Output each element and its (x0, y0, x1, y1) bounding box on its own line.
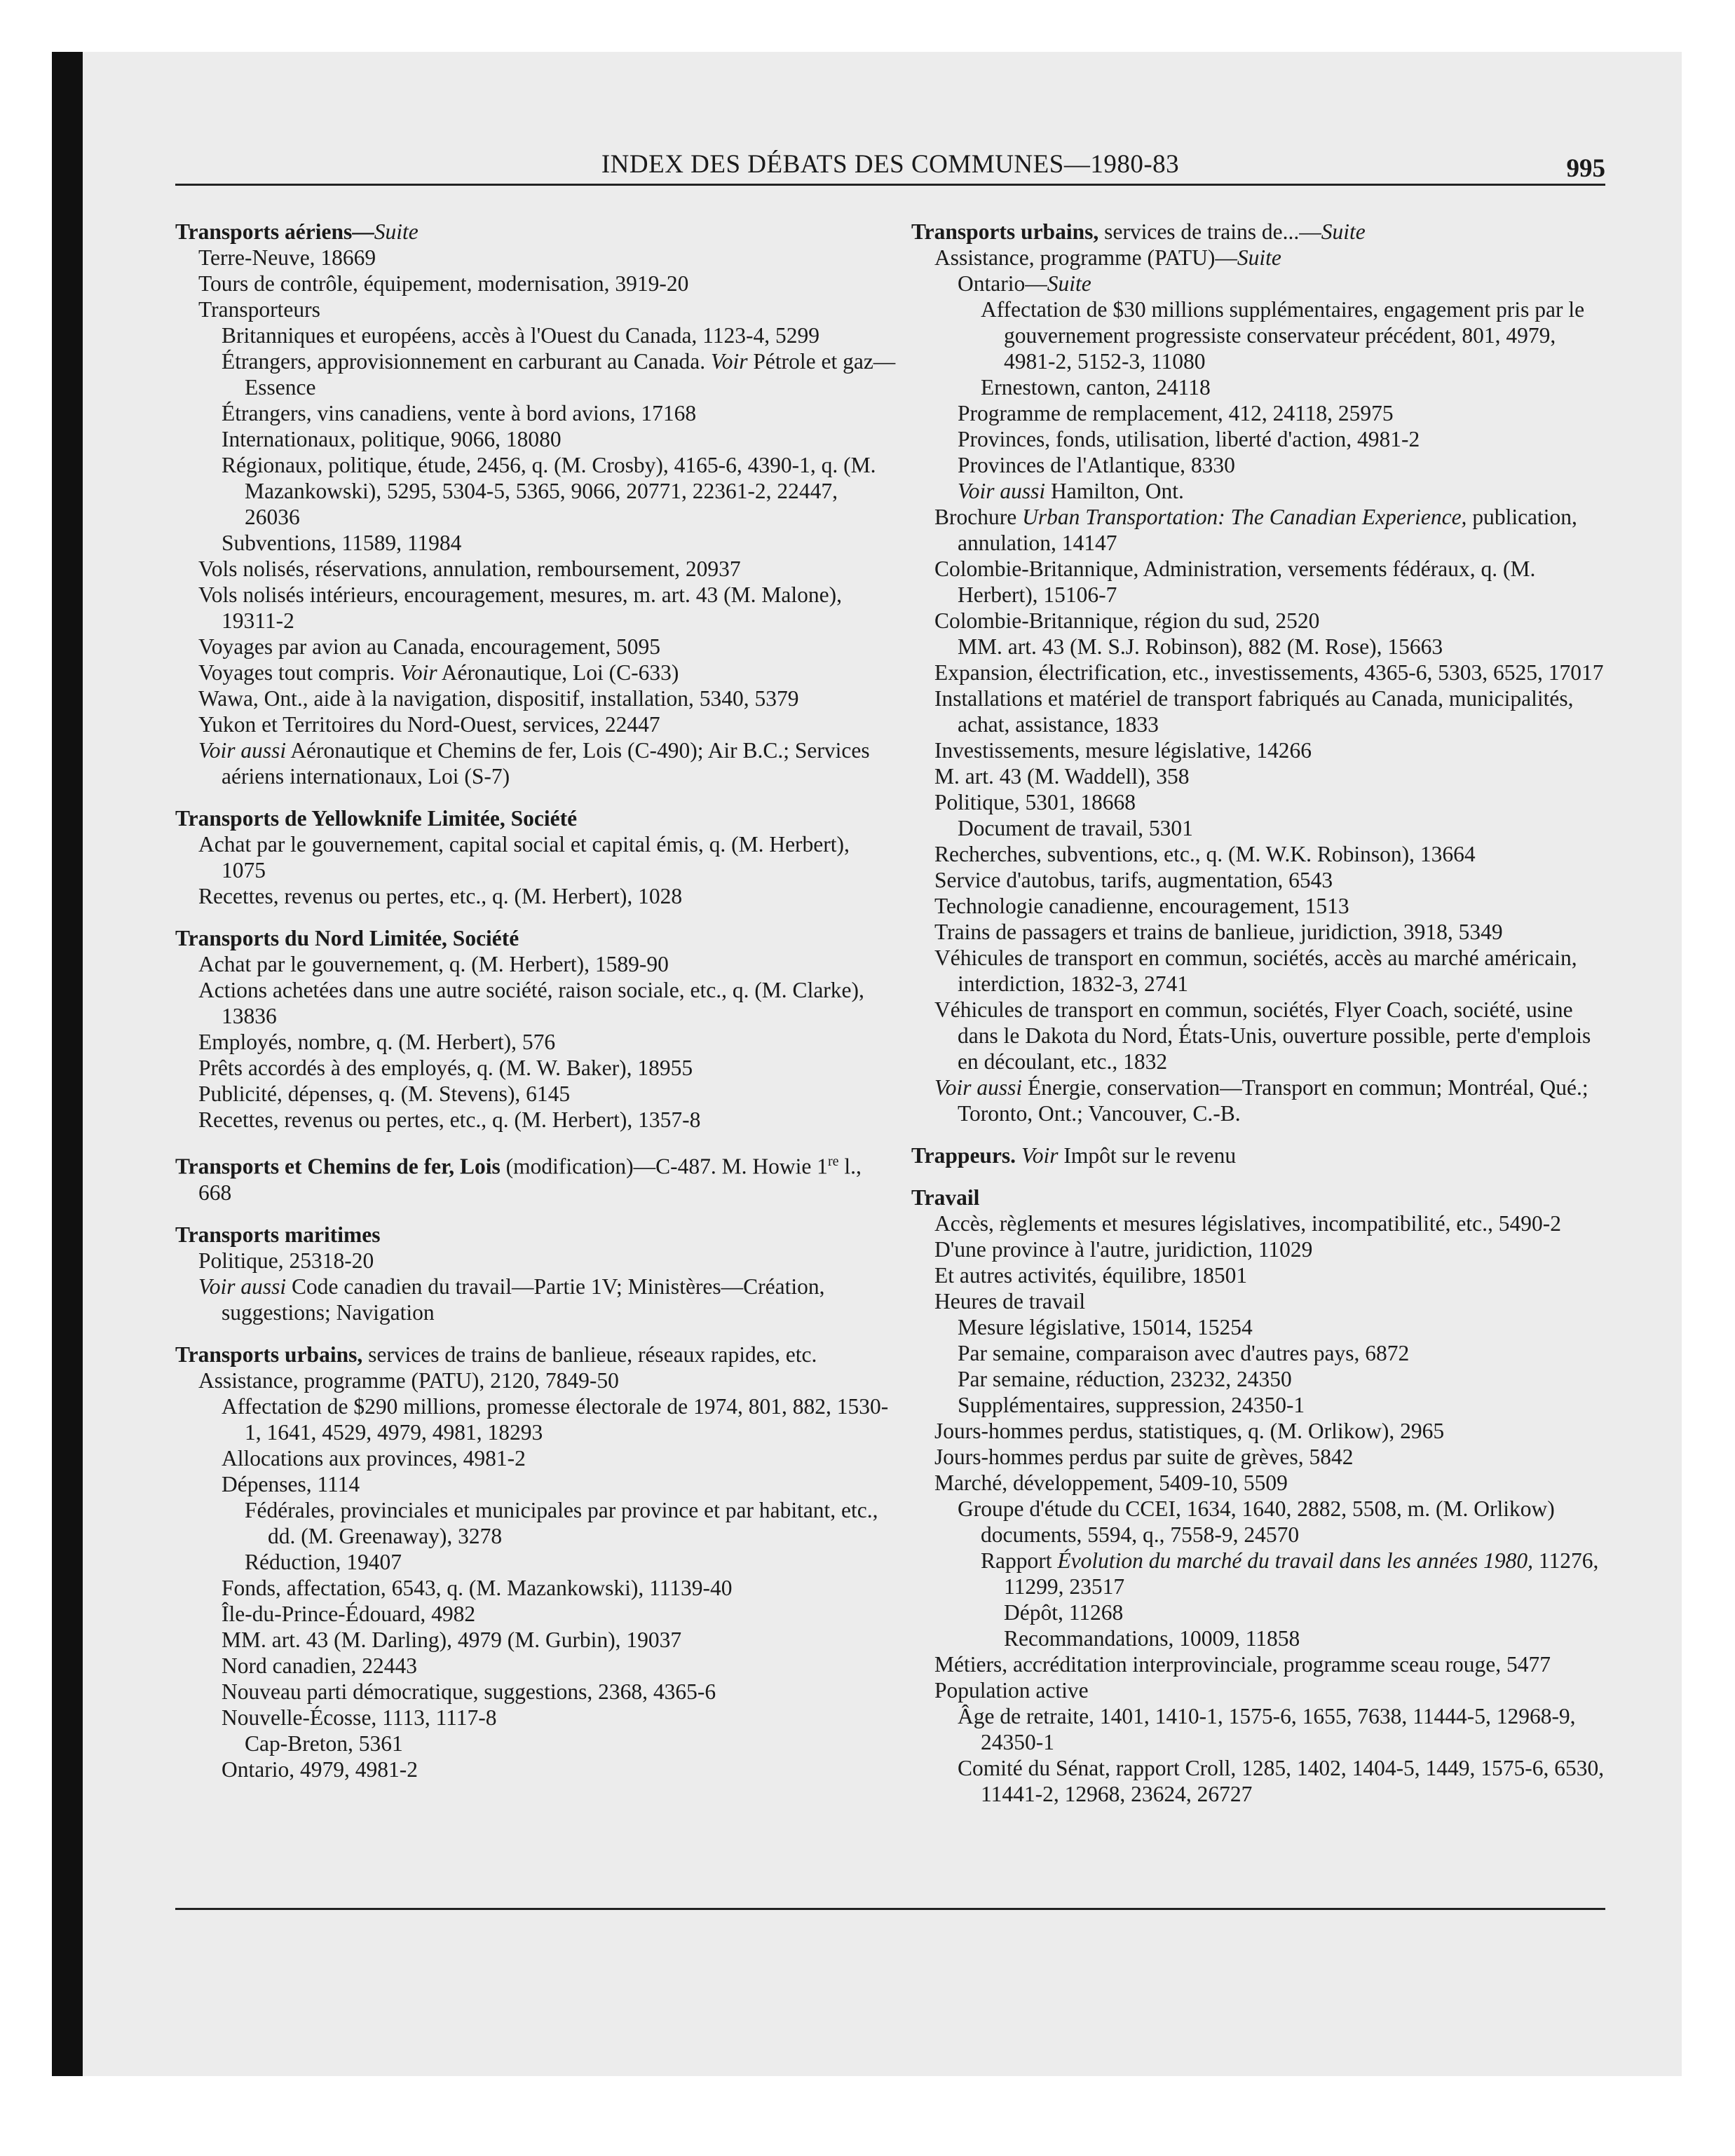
entry-text: Ontario— (958, 271, 1047, 296)
index-entry (198, 711, 897, 737)
entry-text: — (352, 219, 374, 244)
entry-text: MM. art. 43 (M. S.J. Robinson), 882 (M. Rose), 15663 (958, 634, 1443, 659)
entry-text: Urban Transportation: The Canadian Experience, (1022, 505, 1467, 529)
index-entry (198, 296, 897, 322)
index-entry (222, 322, 897, 348)
entry-text: Pétrole et gaz—Essence (245, 349, 896, 400)
index-entry (222, 400, 897, 426)
entry-text: Politique, 25318-20 (198, 1248, 374, 1273)
entry-text: Expansion, électrification, etc., investissements, 4365-6, 5303, 6525, 17017 (934, 660, 1604, 685)
index-entry (934, 841, 1612, 867)
entry-text: Tours de contrôle, équipement, modernisation, 3919-20 (198, 271, 689, 296)
entry-text: Voir (1021, 1143, 1059, 1168)
entry-text: Recettes, revenus ou pertes, etc., q. (M. Herbert), 1357-8 (198, 1107, 701, 1132)
entry-text: Fédérales, provinciales et municipales par province et par habitant, etc., dd. (M. Greenaway), 3278 (245, 1497, 878, 1548)
entry-text: Colombie-Britannique, région du sud, 2520 (934, 608, 1320, 633)
entry-text: Transports et Chemins de fer, Lois (175, 1154, 501, 1179)
index-entry (934, 660, 1612, 685)
entry-text: Provinces, fonds, utilisation, liberté d'action, 4981-2 (958, 427, 1420, 451)
entry-text: Énergie, conservation—Transport en commun; Montréal, Qué.; Toronto, Ont.; Vancouver, C.-B. (958, 1075, 1588, 1126)
entry-text: services de trains de banlieue, réseaux rapides, etc. (362, 1342, 817, 1367)
index-entry (934, 789, 1612, 815)
index-entry (222, 1705, 897, 1731)
index-entry (222, 1575, 897, 1601)
footer-rule (175, 1908, 1605, 1910)
entry-text: Transports de Yellowknife Limitée, Société (175, 806, 578, 831)
index-entry (981, 1548, 1612, 1599)
index-entry (958, 815, 1612, 841)
index-entry (245, 1731, 897, 1756)
entry-text: Brochure (934, 505, 1023, 529)
index-entry (245, 1549, 897, 1575)
index-entry (222, 530, 897, 556)
entry-text: Hamilton, Ont. (1045, 479, 1184, 503)
index-entry (958, 400, 1612, 426)
index-entry (198, 1107, 897, 1133)
entry-text: Et autres activités, équilibre, 18501 (934, 1263, 1248, 1288)
entry-text: Terre-Neuve, 18669 (198, 245, 376, 270)
index-entry (934, 1288, 1612, 1314)
entry-text: Assistance, programme (PATU), 2120, 7849-50 (198, 1367, 619, 1393)
entry-text: 11276, 11299, 23517 (1004, 1548, 1599, 1599)
index-entry (958, 452, 1612, 478)
entry-text: Transporteurs (198, 297, 320, 322)
entry-text: Voir aussi (198, 738, 287, 763)
entry-text: Voir aussi (934, 1075, 1023, 1100)
index-heading (175, 1149, 897, 1206)
entry-text: Âge de retraite, 1401, 1410-1, 1575-6, 1655, 7638, 11444-5, 12968-9, 24350-1 (958, 1704, 1576, 1754)
entry-text: Nord canadien, 22443 (222, 1653, 418, 1678)
entry-text: Achat par le gouvernement, q. (M. Herbert), 1589-90 (198, 952, 669, 976)
index-entry (1004, 1599, 1612, 1625)
index-entry (934, 1651, 1612, 1677)
index-heading (911, 219, 1612, 245)
index-heading (175, 805, 897, 831)
index-entry (934, 685, 1612, 737)
entry-text: Voir (710, 349, 748, 374)
entry-text: l., 668 (198, 1154, 862, 1205)
entry-text: Nouvelle-Écosse, 1113, 1117-8 (222, 1705, 497, 1730)
entry-text: Suite (1047, 271, 1091, 296)
entry-text (1016, 1143, 1021, 1168)
entry-text: Affectation de $30 millions supplémentaires, engagement pris par le gouvernement progressiste conservateur précédent, 801, 4979, 4981-2, 5152-3, 11080 (981, 297, 1585, 374)
entry-text: Internationaux, politique, 9066, 18080 (222, 427, 562, 451)
entry-text: Jours-hommes perdus par suite de grèves, 5842 (934, 1445, 1354, 1469)
entry-text: Assistance, programme (PATU)— (934, 245, 1237, 270)
entry-text: Colombie-Britannique, Administration, versements fédéraux, q. (M. Herbert), 15106-7 (934, 557, 1536, 607)
index-entry (198, 737, 897, 789)
entry-text: Dépenses, 1114 (222, 1471, 360, 1496)
entry-text: Politique, 5301, 18668 (934, 790, 1136, 814)
entry-text: Allocations aux provinces, 4981-2 (222, 1445, 526, 1471)
index-entry (198, 685, 897, 711)
entry-text: re (827, 1154, 839, 1169)
entry-text: Étrangers, approvisionnement en carburant au Canada. (222, 349, 711, 374)
index-entry (222, 1679, 897, 1705)
entry-text: Britanniques et européens, accès à l'Ouest du Canada, 1123-4, 5299 (222, 323, 820, 348)
entry-text: Population active (934, 1678, 1089, 1703)
entry-text: Transports aériens (175, 219, 353, 244)
index-entry (222, 452, 897, 530)
binding-edge (52, 52, 83, 2076)
index-entry (198, 1055, 897, 1081)
entry-text: Yukon et Territoires du Nord-Ouest, services, 22447 (198, 712, 660, 737)
index-heading (175, 219, 897, 245)
entry-text: Programme de remplacement, 412, 24118, 25975 (958, 401, 1394, 425)
entry-text: MM. art. 43 (M. Darling), 4979 (M. Gurbin), 19037 (222, 1627, 682, 1652)
entry-text: Code canadien du travail—Partie 1V; Ministères—Création, suggestions; Navigation (222, 1274, 825, 1325)
entry-text: Île-du-Prince-Édouard, 4982 (222, 1601, 476, 1626)
index-entry (934, 945, 1612, 997)
index-entry (934, 608, 1612, 634)
index-entry (934, 1677, 1612, 1703)
entry-text: Nouveau parti démocratique, suggestions, 2368, 4365-6 (222, 1679, 716, 1704)
index-entry (934, 1236, 1612, 1262)
index-entry (934, 1210, 1612, 1236)
entry-text: Vols nolisés intérieurs, encouragement, mesures, m. art. 43 (M. Malone), 19311-2 (198, 582, 842, 633)
index-entry (958, 1314, 1612, 1340)
entry-text: Aéronautique et Chemins de fer, Lois (C-490); Air B.C.; Services aériens internationaux, Loi (S-7) (222, 738, 870, 789)
index-entry (934, 1262, 1612, 1288)
entry-text: Accès, règlements et mesures législatives, incompatibilité, etc., 5490-2 (934, 1211, 1561, 1236)
entry-text: Wawa, Ont., aide à la navigation, dispositif, installation, 5340, 5379 (198, 686, 799, 711)
entry-text: Supplémentaires, suppression, 24350-1 (958, 1393, 1305, 1417)
index-entry (222, 1756, 897, 1782)
entry-text: Transports urbains, (175, 1342, 363, 1367)
index-entry (958, 1340, 1612, 1366)
index-entry (958, 634, 1612, 660)
index-entry (222, 1393, 897, 1445)
index-entry (198, 1029, 897, 1055)
entry-text: Métiers, accréditation interprovinciale, programme sceau rouge, 5477 (934, 1652, 1551, 1677)
page-title: INDEX DES DÉBATS DES COMMUNES—1980-83 (601, 150, 1180, 179)
entry-text: Par semaine, comparaison avec d'autres pays, 6872 (958, 1341, 1410, 1365)
index-entry (934, 1418, 1612, 1444)
index-entry (222, 1601, 897, 1627)
index-heading (911, 1142, 1612, 1168)
entry-text: M. art. 43 (M. Waddell), 358 (934, 764, 1190, 789)
index-entry (198, 977, 897, 1029)
index-entry (934, 893, 1612, 919)
entry-text: Marché, développement, 5409-10, 5509 (934, 1471, 1288, 1495)
page-header (175, 149, 1605, 184)
index-entry (934, 245, 1612, 271)
index-entry (981, 374, 1612, 400)
entry-text: Voyages par avion au Canada, encouragement, 5095 (198, 634, 660, 659)
index-entry (222, 1445, 897, 1471)
entry-text: Jours-hommes perdus, statistiques, q. (M. Orlikow), 2965 (934, 1419, 1445, 1443)
entry-text: Installations et matériel de transport fabriqués au Canada, municipalités, achat, assistance, 1833 (934, 686, 1574, 737)
index-entry (198, 1367, 897, 1393)
entry-text: Publicité, dépenses, q. (M. Stevens), 6145 (198, 1082, 571, 1106)
index-entry (958, 1496, 1612, 1548)
entry-text: Régionaux, politique, étude, 2456, q. (M. Crosby), 4165-6, 4390-1, q. (M. Mazankowski), 5295, 5304-5, 5365, 9066, 20771, 22361-2, 22447, 26036 (222, 453, 876, 529)
index-entry (222, 1653, 897, 1679)
entry-text: Voir aussi (958, 479, 1046, 503)
entry-text: Recettes, revenus ou pertes, etc., q. (M. Herbert), 1028 (198, 884, 683, 908)
entry-text: Dépôt, 11268 (1004, 1600, 1124, 1625)
entry-text: Travail (911, 1185, 980, 1210)
entry-text: (modification)—C-487. M. Howie 1 (500, 1154, 828, 1179)
index-entry (198, 660, 897, 685)
index-entry (934, 556, 1612, 608)
entry-text: Transports urbains, (911, 219, 1099, 244)
index-heading (175, 1342, 897, 1367)
index-entry (198, 831, 897, 883)
entry-text: Affectation de $290 millions, promesse électorale de 1974, 801, 882, 1530-1, 1641, 4529, 4979, 4981, 18293 (222, 1393, 889, 1445)
entry-text: Subventions, 11589, 11984 (222, 531, 462, 555)
index-entry (934, 737, 1612, 763)
index-entry (958, 478, 1612, 504)
index-entry (1004, 1625, 1612, 1651)
index-entry (222, 426, 897, 452)
entry-text: Véhicules de transport en commun, sociétés, accès au marché américain, interdiction, 1832-3, 2741 (934, 946, 1577, 996)
index-entry (198, 1274, 897, 1325)
index-entry (198, 556, 897, 582)
entry-text: Actions achetées dans une autre société, raison sociale, etc., q. (M. Clarke), 13836 (198, 978, 864, 1028)
index-heading (911, 1185, 1612, 1210)
index-entry (958, 426, 1612, 452)
entry-text: Aéronautique, Loi (C-633) (437, 660, 679, 685)
entry-text: Par semaine, réduction, 23232, 24350 (958, 1367, 1292, 1391)
entry-text: Provinces de l'Atlantique, 8330 (958, 453, 1235, 477)
index-entry (934, 504, 1612, 556)
index-entry (934, 1470, 1612, 1496)
entry-text: Investissements, mesure législative, 14266 (934, 738, 1312, 763)
index-entry (198, 582, 897, 634)
index-entry (958, 1755, 1612, 1807)
entry-text: Suite (1237, 245, 1281, 270)
index-entry (198, 1081, 897, 1107)
entry-text: Recommandations, 10009, 11858 (1004, 1626, 1300, 1651)
entry-text: Transports maritimes (175, 1222, 381, 1247)
entry-text: Technologie canadienne, encouragement, 1513 (934, 894, 1349, 918)
right-column (911, 219, 1612, 1807)
index-heading (175, 1222, 897, 1248)
index-entry (958, 1392, 1612, 1418)
entry-text: services de trains de...— (1098, 219, 1321, 244)
entry-text: Véhicules de transport en commun, sociétés, Flyer Coach, société, usine dans le Dakota du Nord, États-Unis, ouverture possible, perte d'emplois en découlant, etc., 1832 (934, 997, 1591, 1074)
entry-text: Heures de travail (934, 1289, 1086, 1314)
entry-text: Document de travail, 5301 (958, 816, 1193, 840)
index-entry (198, 1248, 897, 1274)
entry-text: Évolution du marché du travail dans les années 1980, (1057, 1548, 1533, 1573)
entry-text: Fonds, affectation, 6543, q. (M. Mazankowski), 11139-40 (222, 1575, 733, 1600)
entry-text: Groupe d'étude du CCEI, 1634, 1640, 2882, 5508, m. (M. Orlikow) documents, 5594, q., 7558-9, 24570 (958, 1496, 1555, 1547)
index-entry (958, 1703, 1612, 1755)
index-entry (934, 867, 1612, 893)
index-entry (934, 763, 1612, 789)
left-column (175, 219, 897, 1782)
index-entry (222, 1627, 897, 1653)
index-entry (981, 296, 1612, 374)
index-entry (222, 348, 897, 400)
entry-text: Ontario, 4979, 4981-2 (222, 1756, 418, 1782)
index-entry (934, 1074, 1612, 1126)
entry-text: Transports du Nord Limitée, Société (175, 926, 519, 950)
entry-text: Achat par le gouvernement, capital social et capital émis, q. (M. Herbert), 1075 (198, 832, 850, 882)
index-entry (198, 634, 897, 660)
entry-text: Mesure législative, 15014, 15254 (958, 1315, 1253, 1339)
entry-text: Comité du Sénat, rapport Croll, 1285, 1402, 1404-5, 1449, 1575-6, 6530, 11441-2, 12968, 23624, 26727 (958, 1756, 1605, 1806)
entry-text: D'une province à l'autre, juridiction, 11029 (934, 1237, 1313, 1262)
index-entry (958, 1366, 1612, 1392)
entry-text: Voir (400, 660, 437, 685)
page-number: 995 (1566, 154, 1605, 183)
entry-text: Suite (374, 219, 419, 244)
index-entry (198, 245, 897, 271)
entry-text: Cap-Breton, 5361 (245, 1731, 403, 1756)
entry-text: Vols nolisés, réservations, annulation, remboursement, 20937 (198, 557, 741, 581)
index-entry (198, 883, 897, 909)
entry-text: Service d'autobus, tarifs, augmentation, 6543 (934, 868, 1333, 892)
index-entry (245, 1497, 897, 1549)
entry-text: Trappeurs. (911, 1143, 1016, 1168)
entry-text: Réduction, 19407 (245, 1549, 402, 1574)
entry-text: Voyages tout compris. (198, 660, 401, 685)
index-entry (934, 919, 1612, 945)
entry-text: Employés, nombre, q. (M. Herbert), 576 (198, 1030, 556, 1054)
entry-text: Recherches, subventions, etc., q. (M. W.K. Robinson), 13664 (934, 842, 1476, 866)
index-heading (175, 925, 897, 951)
entry-text: Étrangers, vins canadiens, vente à bord avions, 17168 (222, 401, 697, 425)
entry-text: Ernestown, canton, 24118 (981, 375, 1211, 400)
index-entry (198, 271, 897, 296)
index-entry (958, 271, 1612, 296)
index-entry (934, 1444, 1612, 1470)
index-entry (222, 1471, 897, 1497)
entry-text: Prêts accordés à des employés, q. (M. W. Baker), 18955 (198, 1056, 693, 1080)
entry-text: publication, annulation, 14147 (958, 505, 1577, 555)
entry-text: Rapport (981, 1548, 1058, 1573)
entry-text: Impôt sur le revenu (1058, 1143, 1237, 1168)
entry-text: Voir aussi (198, 1274, 287, 1299)
header-rule (175, 184, 1605, 186)
index-entry (198, 951, 897, 977)
entry-text: Suite (1321, 219, 1366, 244)
index-entry (934, 997, 1612, 1074)
entry-text: Trains de passagers et trains de banlieue, juridiction, 3918, 5349 (934, 920, 1503, 944)
